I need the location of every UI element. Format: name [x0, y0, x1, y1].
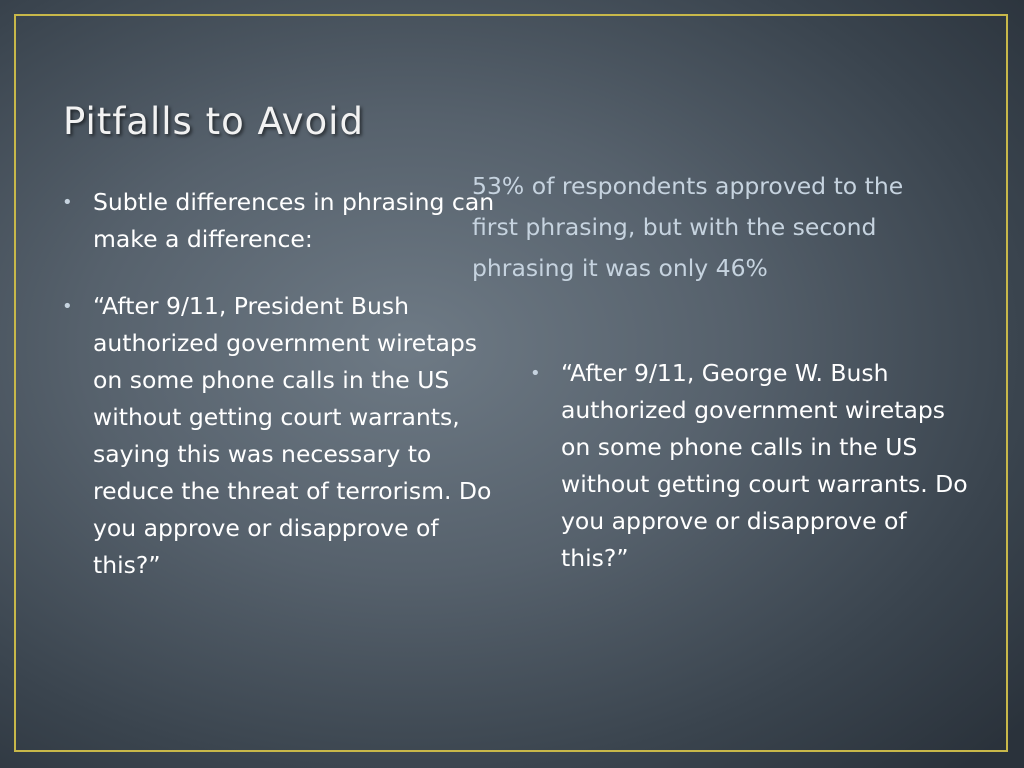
result-note: 53% of respondents approved to the first phrasing, but with the second phrasing it was only 46%: [472, 172, 904, 282]
list-item: [62, 288, 502, 584]
right-bullet-list: [530, 355, 970, 577]
list-item: [62, 184, 502, 258]
bullet-text: “After 9/11, George W. Bush authorized government wiretaps on some phone calls in the US without getting court warrants. Do you approve or disapprove of this?”: [561, 359, 968, 572]
left-bullet-list: [62, 184, 502, 584]
bullet-text: Subtle differences in phrasing can make a difference:: [93, 188, 495, 253]
bullet-icon: •: [62, 296, 73, 317]
bullet-icon: •: [530, 363, 541, 384]
bullet-text: “After 9/11, President Bush authorized government wiretaps on some phone calls in the US without getting court warrants, saying this was necessary to reduce the threat of terrorism. Do you approve or disapprove of this?”: [93, 292, 492, 579]
list-item: [530, 355, 970, 577]
bullet-icon: •: [62, 192, 73, 213]
slide-title: Pitfalls to Avoid: [63, 100, 364, 143]
